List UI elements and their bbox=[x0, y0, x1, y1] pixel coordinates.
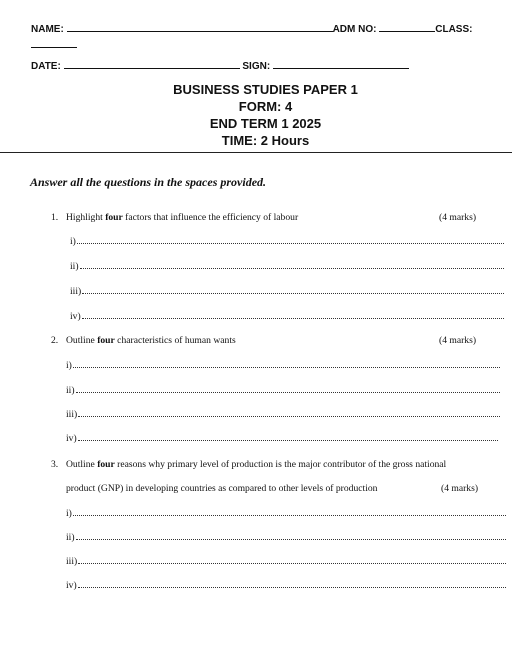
question-1 bbox=[51, 212, 298, 223]
answer-line[interactable] bbox=[70, 286, 504, 297]
answer-line[interactable] bbox=[66, 532, 506, 543]
date-field[interactable] bbox=[64, 59, 240, 69]
term-title: END TERM 1 2025 bbox=[209, 116, 322, 131]
question-3-marks: (4 marks) bbox=[441, 483, 479, 494]
answer-label: iv) bbox=[66, 580, 77, 591]
header-row-1-wrap bbox=[31, 38, 77, 51]
title-divider bbox=[0, 152, 512, 153]
question-1-number: 1. bbox=[51, 212, 59, 223]
class-label: CLASS: bbox=[435, 24, 473, 35]
question-3-continuation bbox=[66, 483, 377, 494]
answer-line[interactable] bbox=[70, 311, 504, 322]
answer-dots bbox=[73, 361, 500, 368]
question-3-number: 3. bbox=[51, 459, 59, 470]
answer-line[interactable] bbox=[66, 409, 500, 420]
answer-dots bbox=[78, 581, 506, 588]
answer-line[interactable] bbox=[70, 236, 504, 247]
question-1-emphasis: four bbox=[105, 212, 123, 223]
question-3-text: Outline bbox=[66, 459, 98, 470]
answer-line[interactable] bbox=[66, 508, 506, 519]
date-label: DATE: bbox=[31, 61, 61, 72]
answer-label: ii) bbox=[66, 532, 75, 543]
answer-dots bbox=[78, 434, 498, 441]
adm-label: ADM NO: bbox=[332, 24, 377, 35]
answer-line[interactable] bbox=[66, 556, 506, 567]
header-row-2 bbox=[31, 59, 409, 72]
answer-dots bbox=[80, 262, 504, 269]
answer-line[interactable] bbox=[66, 385, 500, 396]
answer-dots bbox=[77, 237, 504, 244]
question-1-text: Highlight bbox=[66, 212, 106, 223]
adm-field[interactable] bbox=[379, 22, 435, 32]
answer-label: i) bbox=[66, 360, 72, 371]
question-2-number: 2. bbox=[51, 335, 59, 346]
time-title: TIME: 2 Hours bbox=[221, 133, 310, 148]
answer-dots bbox=[82, 287, 504, 294]
question-3 bbox=[51, 459, 446, 470]
question-1-marks: (4 marks) bbox=[439, 212, 477, 223]
answer-dots bbox=[78, 557, 506, 564]
form-title: FORM: 4 bbox=[238, 99, 293, 114]
question-2-text: Outline bbox=[66, 335, 98, 346]
answer-dots bbox=[76, 386, 500, 393]
answer-line[interactable] bbox=[66, 433, 498, 444]
answer-label: ii) bbox=[66, 385, 75, 396]
paper-title: BUSINESS STUDIES PAPER 1 bbox=[173, 82, 358, 97]
question-2 bbox=[51, 335, 236, 346]
sign-field[interactable] bbox=[273, 59, 409, 69]
header-row-1 bbox=[31, 22, 472, 35]
question-3-text-rest: reasons why primary level of production is the major contributor of the gross national bbox=[114, 459, 447, 470]
answer-label: ii) bbox=[70, 261, 79, 272]
answer-label: iv) bbox=[70, 311, 81, 322]
answer-label: i) bbox=[66, 508, 72, 519]
instruction-text: Answer all the questions in the spaces provided. bbox=[30, 175, 267, 189]
answer-label: iv) bbox=[66, 433, 77, 444]
answer-dots bbox=[78, 410, 500, 417]
class-field[interactable] bbox=[31, 38, 77, 48]
answer-line[interactable] bbox=[66, 360, 500, 371]
question-3-emphasis: four bbox=[97, 459, 115, 470]
question-2-emphasis: four bbox=[97, 335, 115, 346]
answer-label: i) bbox=[70, 236, 76, 247]
question-2-marks: (4 marks) bbox=[439, 335, 477, 346]
answer-dots bbox=[73, 509, 506, 516]
answer-label: iii) bbox=[66, 556, 78, 567]
sign-label: SIGN: bbox=[242, 61, 271, 72]
question-3-text-line2: product (GNP) in developing countries as compared to other levels of production bbox=[66, 483, 378, 494]
answer-line[interactable] bbox=[66, 580, 506, 591]
answer-dots bbox=[82, 312, 504, 319]
question-1-text-rest: factors that influence the efficiency of labour bbox=[122, 212, 299, 223]
name-field[interactable] bbox=[67, 22, 333, 32]
answer-label: iii) bbox=[70, 286, 82, 297]
answer-dots bbox=[76, 533, 506, 540]
name-label: NAME: bbox=[31, 24, 64, 35]
answer-line[interactable] bbox=[70, 261, 504, 272]
answer-label: iii) bbox=[66, 409, 78, 420]
question-2-text-rest: characteristics of human wants bbox=[114, 335, 236, 346]
